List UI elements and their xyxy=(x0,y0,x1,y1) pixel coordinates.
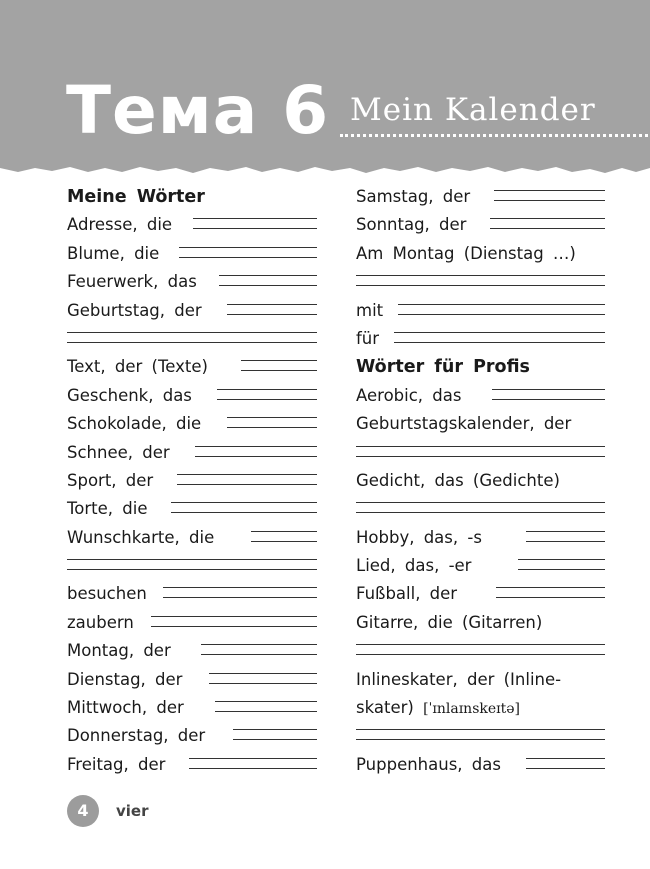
vocab-row xyxy=(67,270,317,298)
vocab-word: Freitag, der xyxy=(67,754,166,774)
blank-row xyxy=(356,497,605,525)
blank-row xyxy=(356,441,605,469)
vocab-word: Fußball, der xyxy=(356,584,458,604)
vocab-row xyxy=(67,582,317,610)
vocab-row xyxy=(67,526,317,554)
vocab-word: Mittwoch, der xyxy=(67,698,184,718)
vocab-word: Geschenk, das xyxy=(67,385,192,405)
vocab-row xyxy=(67,441,317,469)
left-column xyxy=(67,185,317,781)
vocab-row xyxy=(356,696,605,724)
vocab-row xyxy=(67,753,317,781)
vocab-word xyxy=(356,698,520,719)
vocab-word: für xyxy=(356,328,380,348)
vocab-row xyxy=(356,611,605,639)
blank-row xyxy=(67,327,317,355)
vocab-row xyxy=(356,668,605,696)
vocab-row xyxy=(356,185,605,213)
vocab-word: Text, der (Texte) xyxy=(67,357,208,377)
vocab-word: Am Montag (Dienstag …) xyxy=(356,243,576,263)
profis-heading xyxy=(356,355,605,383)
blank-row xyxy=(356,724,605,752)
vocab-word: zaubern xyxy=(67,612,134,632)
vocab-word: Dienstag, der xyxy=(67,669,183,689)
vocab-word: Hobby, das, -s xyxy=(356,527,482,547)
vocab-row xyxy=(67,469,317,497)
dotted-underline xyxy=(340,134,648,137)
vocab-word: Adresse, die xyxy=(67,215,173,235)
vocab-heading xyxy=(67,185,317,213)
vocab-row xyxy=(67,724,317,752)
vocab-row xyxy=(356,469,605,497)
vocab-word: mit xyxy=(356,300,384,320)
vocab-word: Samstag, der xyxy=(356,187,471,206)
vocab-word: Wunschkarte, die xyxy=(67,527,215,547)
vocab-word: Blume, die xyxy=(67,243,160,263)
page-number-badge: 4 xyxy=(67,795,99,827)
vocab-row xyxy=(67,384,317,412)
right-column xyxy=(356,185,605,781)
vocab-row xyxy=(67,355,317,383)
vocab-row xyxy=(67,497,317,525)
heading-text: Meine Wörter xyxy=(67,187,205,207)
vocab-row xyxy=(356,412,605,440)
vocab-row xyxy=(67,668,317,696)
vocab-row xyxy=(356,554,605,582)
vocab-row xyxy=(356,582,605,610)
vocab-row xyxy=(356,327,605,355)
vocab-word: Schnee, der xyxy=(67,442,170,462)
vocab-row xyxy=(67,299,317,327)
vocab-row xyxy=(67,611,317,639)
vocab-word: Montag, der xyxy=(67,641,171,661)
vocab-row xyxy=(67,242,317,270)
vocab-row xyxy=(356,753,605,781)
blank-row xyxy=(67,554,317,582)
vocab-word: Schokolade, die xyxy=(67,414,202,434)
vocab-word: Sport, der xyxy=(67,470,154,490)
theme-title: Тема 6 xyxy=(66,72,330,149)
vocab-row xyxy=(67,696,317,724)
vocab-word: Sonntag, der xyxy=(356,215,467,235)
vocab-row xyxy=(356,384,605,412)
vocab-word: Gitarre, die (Gitarren) xyxy=(356,612,543,632)
vocab-row xyxy=(67,213,317,241)
vocab-word: Geburtstag, der xyxy=(67,300,202,320)
vocab-word: Gedicht, das (Gedichte) xyxy=(356,470,560,490)
vocab-word-part: skater) xyxy=(356,698,414,718)
vocab-word: Aerobic, das xyxy=(356,385,462,405)
vocab-row xyxy=(356,299,605,327)
vocab-word: besuchen xyxy=(67,584,147,604)
blank-row xyxy=(356,270,605,298)
vocab-row xyxy=(67,412,317,440)
vocab-row xyxy=(356,526,605,554)
theme-subtitle: Mein Kalender xyxy=(350,92,596,128)
header-banner xyxy=(0,0,650,178)
heading-text: Wörter für Profis xyxy=(356,357,530,378)
ipa-transcription: [ˈɪnlaɪnskeɪtə] xyxy=(423,701,521,718)
page-number-word: vier xyxy=(116,802,149,820)
vocab-row xyxy=(356,242,605,270)
vocab-row xyxy=(67,639,317,667)
vocab-row xyxy=(356,213,605,241)
vocab-word: Puppenhaus, das xyxy=(356,754,501,774)
vocab-word: Torte, die xyxy=(67,499,148,519)
vocab-word: Geburtstagskalender, der xyxy=(356,414,572,434)
vocab-word: Lied, das, -er xyxy=(356,556,472,576)
vocab-word: Feuerwerk, das xyxy=(67,272,197,292)
vocab-word: Inlineskater, der (Inline- xyxy=(356,669,562,689)
vocab-word: Donnerstag, der xyxy=(67,726,206,746)
blank-row xyxy=(356,639,605,667)
